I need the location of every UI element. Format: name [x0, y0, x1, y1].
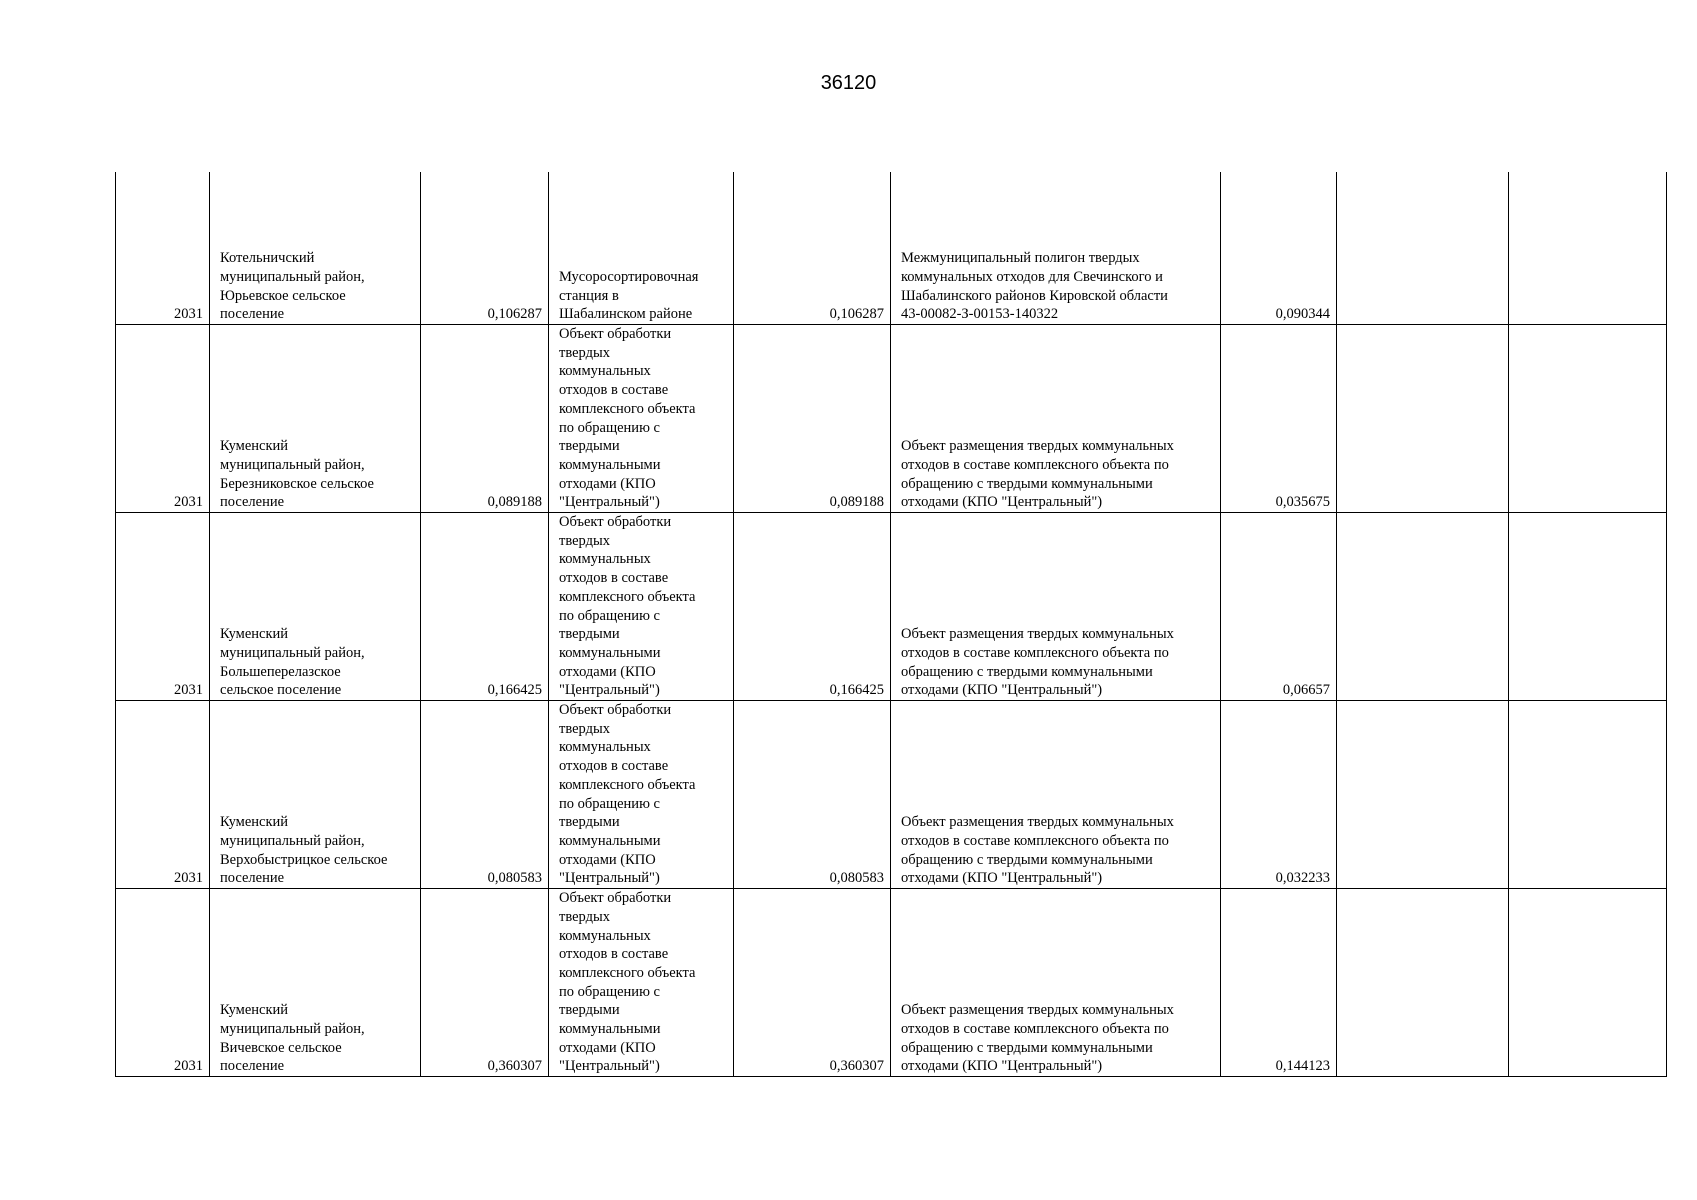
- processing-facility-cell: Объект обработки твердых коммунальных отходов в составе комплексного объекта по обращению с твердыми коммунальными отходами (КПО "Центральный"): [549, 513, 734, 701]
- empty-cell: [1337, 513, 1509, 701]
- table-row: [116, 513, 1667, 701]
- value-3-cell: 0,032233: [1221, 701, 1337, 889]
- empty-cell: [1337, 889, 1509, 1077]
- empty-cell: [1509, 889, 1667, 1077]
- value-2-cell: 0,089188: [734, 325, 891, 513]
- table-row: [116, 889, 1667, 1077]
- empty-cell: [1509, 701, 1667, 889]
- value-1-cell: 0,089188: [421, 325, 549, 513]
- empty-cell: [1509, 513, 1667, 701]
- municipality-cell: Куменский муниципальный район, Березниковское сельское поселение: [210, 325, 421, 513]
- placement-facility-cell: Объект размещения твердых коммунальных отходов в составе комплексного объекта по обращению с твердыми коммунальными отходами (КПО "Центральный"): [891, 701, 1221, 889]
- value-2-cell: 0,360307: [734, 889, 891, 1077]
- year-cell: 2031: [116, 325, 210, 513]
- year-cell: 2031: [116, 701, 210, 889]
- processing-facility-cell: Объект обработки твердых коммунальных отходов в составе комплексного объекта по обращению с твердыми коммунальными отходами (КПО "Центральный"): [549, 889, 734, 1077]
- year-cell: 2031: [116, 172, 210, 325]
- value-2-cell: 0,166425: [734, 513, 891, 701]
- value-2-cell: 0,106287: [734, 172, 891, 325]
- table-row: [116, 325, 1667, 513]
- placement-facility-cell: Межмуниципальный полигон твердых коммунальных отходов для Свечинского и Шабалинского районов Кировской области 43-00082-З-00153-140322: [891, 172, 1221, 325]
- placement-facility-cell: Объект размещения твердых коммунальных отходов в составе комплексного объекта по обращению с твердыми коммунальными отходами (КПО "Центральный"): [891, 513, 1221, 701]
- empty-cell: [1337, 701, 1509, 889]
- empty-cell: [1509, 325, 1667, 513]
- processing-facility-cell: Объект обработки твердых коммунальных отходов в составе комплексного объекта по обращению с твердыми коммунальными отходами (КПО "Центральный"): [549, 701, 734, 889]
- value-2-cell: 0,080583: [734, 701, 891, 889]
- value-1-cell: 0,080583: [421, 701, 549, 889]
- value-1-cell: 0,166425: [421, 513, 549, 701]
- municipality-cell: Котельничский муниципальный район, Юрьевское сельское поселение: [210, 172, 421, 325]
- data-table: [115, 172, 1667, 1077]
- page-number: 36120: [820, 72, 877, 94]
- year-cell: 2031: [116, 889, 210, 1077]
- processing-facility-cell: Мусоросортировочная станция в Шабалинском районе: [549, 172, 734, 325]
- empty-cell: [1509, 172, 1667, 325]
- value-3-cell: 0,090344: [1221, 172, 1337, 325]
- municipality-cell: Куменский муниципальный район, Вичевское сельское поселение: [210, 889, 421, 1077]
- value-3-cell: 0,144123: [1221, 889, 1337, 1077]
- empty-cell: [1337, 172, 1509, 325]
- value-3-cell: 0,06657: [1221, 513, 1337, 701]
- table-row: [116, 172, 1667, 325]
- year-cell: 2031: [116, 513, 210, 701]
- value-1-cell: 0,360307: [421, 889, 549, 1077]
- value-1-cell: 0,106287: [421, 172, 549, 325]
- value-3-cell: 0,035675: [1221, 325, 1337, 513]
- municipality-cell: Куменский муниципальный район, Верхобыстрицкое сельское поселение: [210, 701, 421, 889]
- processing-facility-cell: Объект обработки твердых коммунальных отходов в составе комплексного объекта по обращению с твердыми коммунальными отходами (КПО "Центральный"): [549, 325, 734, 513]
- empty-cell: [1337, 325, 1509, 513]
- table-row: [116, 701, 1667, 889]
- municipality-cell: Куменский муниципальный район, Большеперелазское сельское поселение: [210, 513, 421, 701]
- placement-facility-cell: Объект размещения твердых коммунальных отходов в составе комплексного объекта по обращению с твердыми коммунальными отходами (КПО "Центральный"): [891, 325, 1221, 513]
- placement-facility-cell: Объект размещения твердых коммунальных отходов в составе комплексного объекта по обращению с твердыми коммунальными отходами (КПО "Центральный"): [891, 889, 1221, 1077]
